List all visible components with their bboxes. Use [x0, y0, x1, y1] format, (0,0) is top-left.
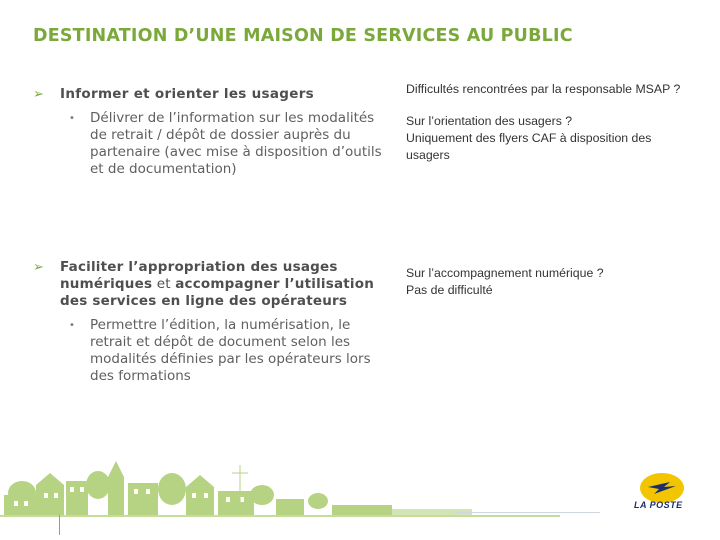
right-block-orientation-question: Sur l’orientation des usagers ?: [406, 114, 573, 128]
sub-bullet-informer-text: Délivrer de l’information sur les modalités de retrait / dépôt de dossier auprès du partenaire (avec mise à disposition d’outils et de documentation): [90, 110, 382, 177]
bullet-informer-heading: Informer et orienter les usagers: [60, 86, 315, 102]
la-poste-logo: [628, 470, 696, 520]
right-heading: Difficultés rencontrées par la responsable MSAP ?: [406, 82, 681, 96]
footer-tick: [59, 515, 60, 535]
bullet-faciliter-heading-em2: accompagner: [175, 276, 280, 292]
village-landscape-illustration: [0, 455, 560, 540]
arrow-bullet-icon: ➢: [33, 87, 45, 102]
arrow-bullet-icon: ➢: [33, 260, 45, 275]
slide-title: DESTINATION D’UNE MAISON DE SERVICES AU PUBLIC: [33, 26, 573, 46]
bullet-faciliter: [33, 259, 390, 310]
bullet-informer: [33, 86, 315, 103]
dot-bullet-icon: •: [69, 320, 75, 331]
bullet-faciliter-heading-part2: et: [152, 276, 176, 292]
footer-divider: [455, 512, 600, 513]
right-block-numerique-question: Sur l’accompagnement numérique ?: [406, 266, 604, 280]
dot-bullet-icon: •: [69, 113, 75, 124]
bullet-faciliter-heading-part3: l’utilisation des services en ligne des opérateurs: [60, 276, 375, 309]
sub-bullet-informer: [69, 110, 390, 178]
right-block-orientation: [406, 113, 686, 164]
right-block-numerique-answer: Pas de difficulté: [406, 283, 493, 297]
bullet-faciliter-heading-em1: numériques: [60, 276, 153, 292]
sub-bullet-faciliter-text: Permettre l’édition, la numérisation, le retrait et dépôt de document selon les modalités définies par les opérateurs lors des formations: [90, 317, 371, 384]
bullet-faciliter-heading-part1: Faciliter l’appropriation des usages: [60, 259, 338, 275]
right-block-numerique: [406, 265, 604, 299]
right-block-orientation-answer: Uniquement des flyers CAF à disposition des usagers: [406, 131, 652, 162]
sub-bullet-faciliter: [69, 317, 390, 385]
la-poste-logo-text: LA POSTE: [634, 500, 683, 510]
